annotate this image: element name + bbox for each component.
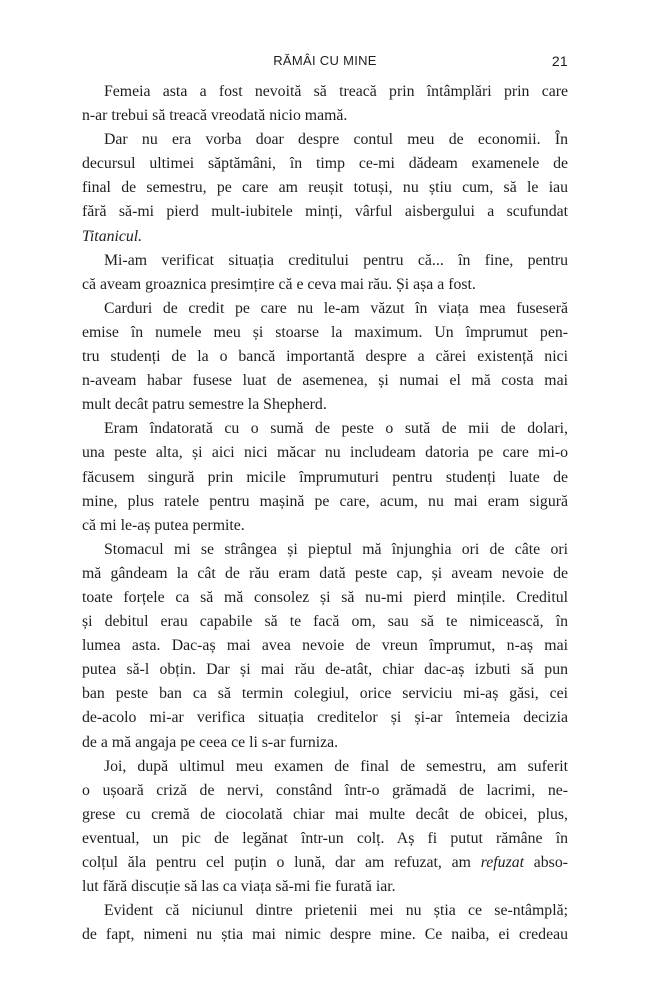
text-line: de a mă angaja pe ceea ce li s-ar furniza. <box>82 733 339 751</box>
running-title: RĂMÂI CU MINE <box>273 53 377 68</box>
text-line: că mi le-aș putea permite. <box>82 516 245 534</box>
text-line: Carduri de credit pe care nu le-am văzut în viața mea fuseseră <box>104 299 568 317</box>
text-line: Stomacul mi se strângea și pieptul mă înjunghia ori de câte ori <box>104 540 568 558</box>
text-line: Joi, după ultimul meu examen de final de semestru, am suferit <box>104 757 568 775</box>
text-line: că aveam groaznica presimțire că e ceva mai rău. Și așa a fost. <box>82 275 476 293</box>
text-line: mine, plus ratele pentru mașină pe care, acum, nu mai eram sigură <box>82 492 568 510</box>
text-line: fără să-mi pierd mult-iubitele minți, vârful aisbergului a scufundat <box>82 203 568 221</box>
text-line: ban peste ban ca să termin colegiul, orice serviciu mi-aș găsi, cei <box>82 685 568 703</box>
text-line: Dar nu era vorba doar despre contul meu de economii. În <box>104 131 568 149</box>
paragraph <box>82 128 568 248</box>
text-line: una peste alta, și aici nici măcar nu includeam datoria pe care mi-o <box>82 444 568 462</box>
paragraph <box>82 755 568 900</box>
text-line: făcusem singură prin micile împrumuturi pentru studenți luate de <box>82 468 568 486</box>
text-line: putea să-l obțin. Dar și mai rău de-atât, chiar dac-aș izbuti să pun <box>82 661 568 679</box>
text-line: Evident că niciunul dintre prietenii mei nu știa ce se-ntâmplă; <box>104 902 568 920</box>
text-line: mă gândeam la cât de rău eram dată peste cap, și aveam nevoie de <box>82 564 568 582</box>
paragraph <box>82 297 568 417</box>
italic-title: Titanicul. <box>82 227 143 245</box>
paragraph <box>82 80 568 128</box>
text-line: eventual, un pic de legănat într-un colț. Aș fi putut rămâne în <box>82 829 568 847</box>
text-line: Femeia asta a fost nevoită să treacă prin întâmplări prin care <box>104 83 568 100</box>
text-line: n-ar trebui să treacă vreodată nicio mamă. <box>82 107 348 125</box>
text-line: final de semestru, pe care am reușit totuși, nu știu cum, să le iau <box>82 179 568 197</box>
paragraph <box>82 249 568 297</box>
text-line: Eram îndatorată cu o sumă de peste o sută de mii de dolari, <box>104 420 568 438</box>
paragraph <box>82 538 568 755</box>
page-number: 21 <box>551 53 568 69</box>
text-line: decursul ultimei săptămâni, în timp ce-mi dădeam examenele de <box>82 155 568 173</box>
text-line: lut fără discuție să las ca viața să-mi fie furată iar. <box>82 878 396 896</box>
text-line: toate forțele ca să mă consolez și să nu-mi pierd mințile. Creditul <box>82 588 568 606</box>
text-line: o ușoară criză de nervi, constând într-o grămadă de lacrimi, ne- <box>82 781 568 799</box>
text-line: mult decât patru semestre la Shepherd. <box>82 396 327 414</box>
text-line: lumea asta. Dac-aș mai avea nevoie de vreun împrumut, n-aș mai <box>82 637 568 655</box>
text-line: emise în numele meu și stoarse la maximum. Un împrumut pen- <box>82 323 568 341</box>
text-line: Mi-am verificat situația creditului pentru că... în fine, pentru <box>104 251 568 269</box>
text-line: tru studenți de la o bancă importantă despre a cărei existență nici <box>82 348 568 366</box>
text-line: și debitul erau capabile să te facă om, sau să te nimicească, în <box>82 613 568 631</box>
text-line: n-aveam habar fusese luat de asemenea, și numai el mă costa mai <box>82 372 568 390</box>
running-header <box>82 53 568 71</box>
text-line: de-acolo mi-ar verifica situația creditelor și și-ar întemeia decizia <box>82 709 568 727</box>
text-line: de fapt, nimeni nu știa mai nimic despre mine. Ce naiba, ei credeau <box>82 926 568 944</box>
body-text <box>82 80 568 947</box>
emphasis: refuzat <box>480 854 524 871</box>
paragraph <box>82 899 568 947</box>
paragraph <box>82 417 568 537</box>
text-line: colțul ăla pentru cel puțin o lună, dar am refuzat, am refuzat abso- <box>82 854 568 871</box>
text-line <box>82 225 568 249</box>
text-line: grese cu cremă de ciocolată chiar mai multe decât de obicei, plus, <box>82 805 568 823</box>
